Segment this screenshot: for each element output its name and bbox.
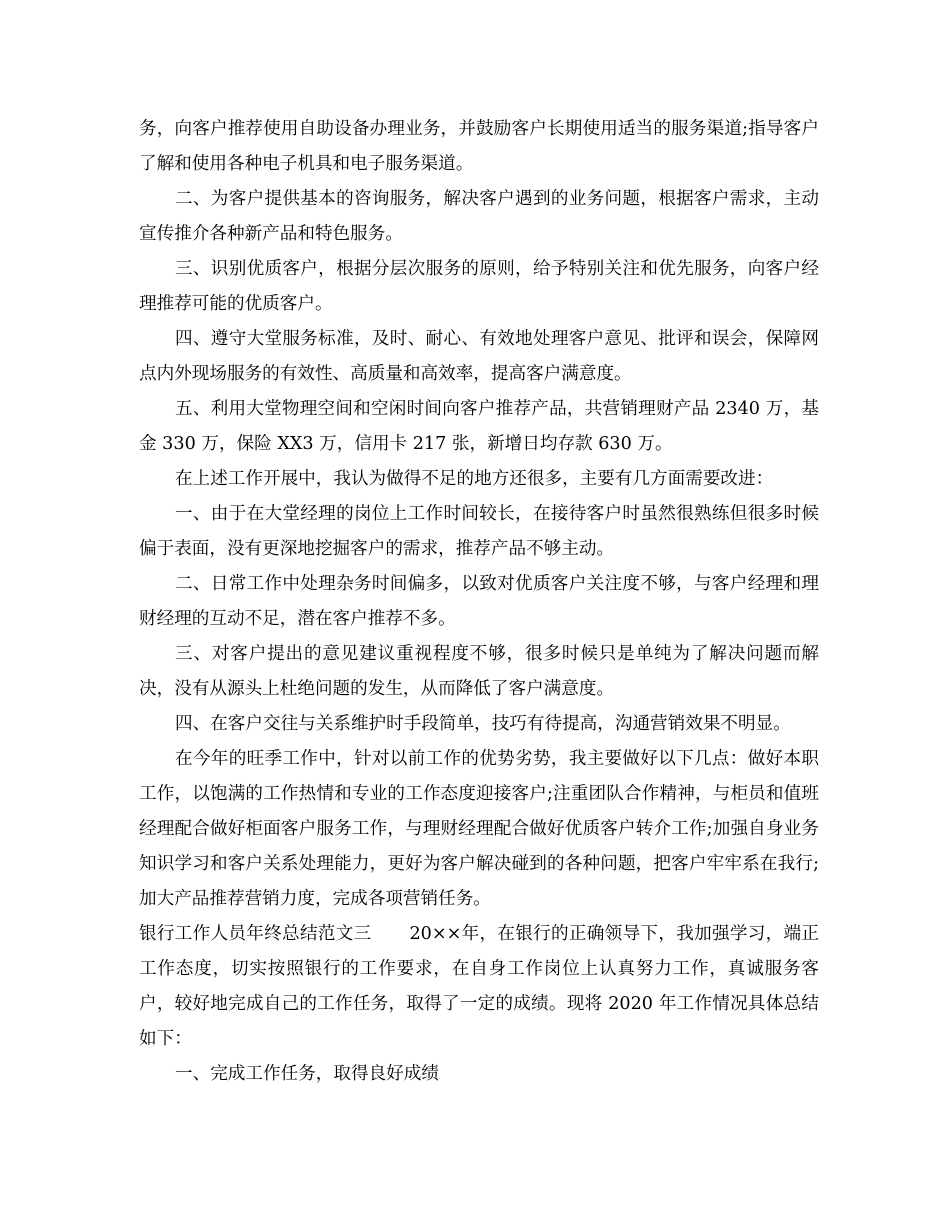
paragraph-7: 一、由于在大堂经理的岗位上工作时间较长，在接待客户时虽然很熟练但很多时候偏于表面，没有更深地挖掘客户的需求，推荐产品不够主动。 [139,504,819,559]
paragraph-6: 在上述工作开展中，我认为做得不足的地方还很多，主要有几方面需要改进： [175,469,774,489]
paragraph-10: 四、在客户交往与关系维护时手段简单，技巧有待提高，沟通营销效果不明显。 [175,714,791,734]
paragraph-4: 四、遵守大堂服务标准，及时、耐心、有效地处理客户意见、批评和误会，保障网点内外现场服务的有效性、高质量和高效率，提高客户满意度。 [139,329,819,384]
paragraph-9: 三、对客户提出的意见建议重视程度不够，很多时候只是单纯为了解决问题而解决，没有从源头上杜绝问题的发生，从而降低了客户满意度。 [139,644,819,699]
paragraph-3: 三、识别优质客户，根据分层次服务的原则，给予特别关注和优先服务，向客户经理推荐可能的优质客户。 [139,259,819,314]
paragraph-2: 二、为客户提供基本的咨询服务，解决客户遇到的业务问题，根据客户需求，主动宣传推介各种新产品和特色服务。 [139,189,819,244]
paragraph-8: 二、日常工作中处理杂务时间偏多，以致对优质客户关注度不够，与客户经理和理财经理的互动不足，潜在客户推荐不多。 [139,574,819,629]
paragraph-1: 务，向客户推荐使用自助设备办理业务，并鼓励客户长期使用适当的服务渠道;指导客户了解和使用各种电子机具和电子服务渠道。 [139,119,819,174]
document-body [139,112,819,1092]
paragraph-11: 在今年的旺季工作中，针对以前工作的优势劣势，我主要做好以下几点：做好本职工作，以饱满的工作热情和专业的工作态度迎接客户;注重团队合作精神，与柜员和值班经理配合做好柜面客户服务工作，与理财经理配合做好优质客户转介工作;加强自身业务知识学习和客户关系处理能力，更好为客户解决碰到的各种问题，把客户牢牢系在我行;加大产品推荐营销力度，完成各项营销任务。 [139,749,819,909]
subheading-paragraph: 一、完成工作任务，取得良好成绩 [175,1064,439,1084]
section-title: 银行工作人员年终总结范文三 [139,924,372,944]
section-intro: 20××年，在银行的正确领导下，我加强学习，端正工作态度，切实按照银行的工作要求，在自身工作岗位上认真努力工作，真诚服务客户，较好地完成自己的工作任务，取得了一定的成绩。现将 2020 年工作情况具体总结如下： [139,924,819,1049]
section-paragraph [139,917,819,1057]
paragraph-5: 五、利用大堂物理空间和空闲时间向客户推荐产品，共营销理财产品 2340 万，基金 330 万，保险 XX3 万，信用卡 217 张，新增日均存款 630 万。 [139,399,819,454]
